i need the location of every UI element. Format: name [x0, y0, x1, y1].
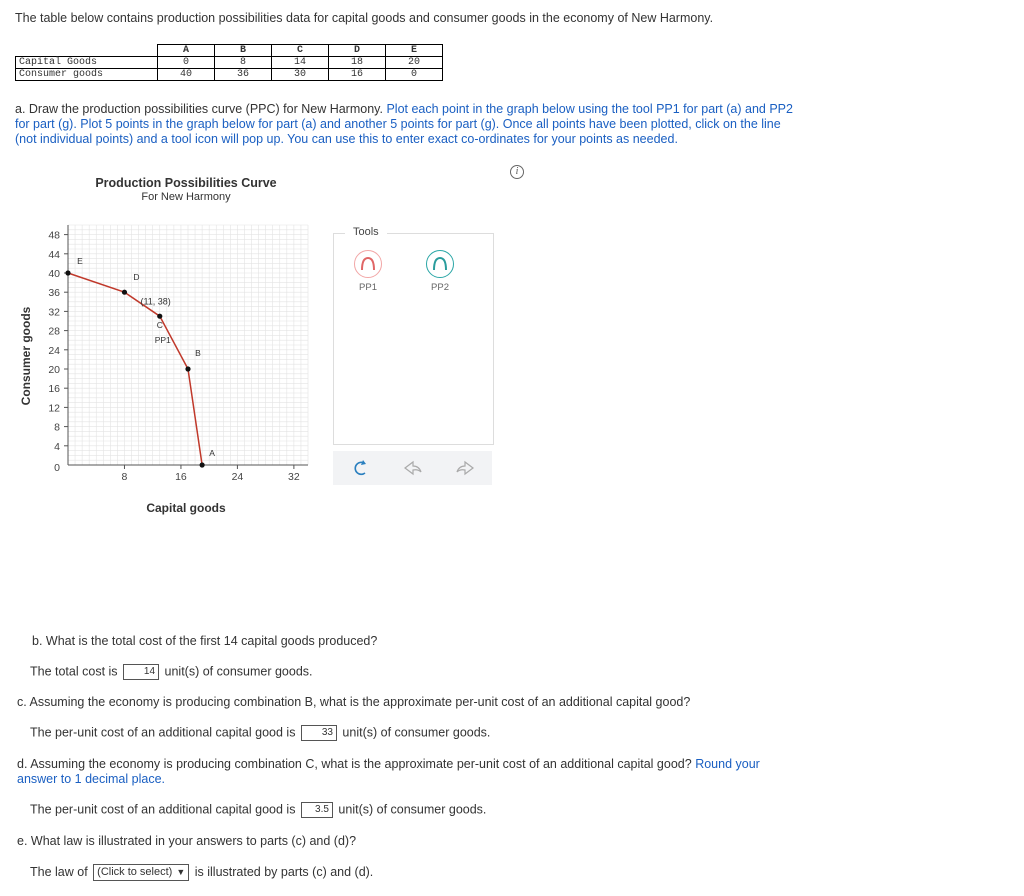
law-select[interactable] — [93, 864, 189, 881]
y-tick-label: 32 — [48, 306, 60, 319]
tool-pp2[interactable] — [420, 250, 460, 293]
table-cell: 14 — [272, 57, 329, 69]
table-cell: 8 — [215, 57, 272, 69]
part-d-round-note: Round your answer to 1 decimal place. — [17, 757, 760, 786]
point-label-e: E — [77, 256, 83, 266]
point-e — [65, 270, 70, 275]
part-d-answer-line — [30, 802, 486, 818]
part-c-answer-input[interactable]: 33 — [301, 725, 337, 741]
part-b-answer-input[interactable]: 14 — [123, 664, 159, 680]
table-cell: 40 — [158, 69, 215, 81]
table-cell: 18 — [329, 57, 386, 69]
y-tick-label: 44 — [48, 248, 60, 261]
chart-title: Production Possibilities Curve — [95, 176, 277, 190]
row-label: Capital Goods — [16, 57, 158, 69]
part-d-prefix: The per-unit cost of an additional capital good is — [30, 802, 296, 817]
x-tick-label: 16 — [175, 471, 187, 483]
tools-title: Tools — [345, 226, 387, 238]
coordinate-annotation: (11, 38) — [140, 296, 171, 307]
ppc-chart[interactable] — [0, 170, 330, 530]
info-icon[interactable]: i — [510, 165, 524, 179]
column-header: A — [158, 45, 215, 57]
y-tick-label: 16 — [48, 383, 60, 396]
column-header: E — [386, 45, 443, 57]
part-c-suffix: unit(s) of consumer goods. — [342, 725, 491, 740]
x-axis-label: Capital goods — [146, 501, 226, 515]
y-axis-label: Consumer goods — [19, 306, 33, 406]
undo-icon[interactable] — [405, 462, 421, 474]
y-tick-label: 48 — [48, 229, 60, 242]
point-label-c: C — [156, 320, 163, 331]
table-cell: 0 — [386, 69, 443, 81]
table-cell: 0 — [158, 57, 215, 69]
part-d-suffix: unit(s) of consumer goods. — [338, 802, 487, 817]
part-c-question: c. Assuming the economy is producing combination B, what is the approximate per-unit cost of an additional capital good? — [17, 695, 691, 709]
table-cell: 36 — [215, 69, 272, 81]
series-label: PP1 — [154, 335, 171, 346]
production-table — [15, 44, 443, 81]
column-header: B — [215, 45, 272, 57]
point-label-a: A — [209, 448, 215, 458]
point-label-b: B — [195, 348, 201, 358]
part-e-answer-line — [30, 864, 373, 881]
part-d-question: d. Assuming the economy is producing combination C, what is the approximate per-unit cost of an additional capital good? — [17, 757, 692, 771]
point-label-d: D — [133, 272, 140, 283]
tool-action-bar — [333, 451, 492, 485]
y-tick-label: 28 — [48, 325, 60, 338]
column-header: C — [272, 45, 329, 57]
part-a-instructions: Plot each point in the graph below using the tool PP1 for part (a) and PP2 for part (g). Plot 5 points in the graph below for part (a) and another 5 points for part (g). Once all points have been plotted, click on the line (not individual points) and a tool icon will pop up. You can use this to enter exact co-ordinates for your points as needed. — [15, 102, 793, 146]
point-c — [157, 314, 162, 319]
point-a — [200, 462, 205, 467]
part-b-suffix: unit(s) of consumer goods. — [164, 664, 313, 679]
x-tick-labels — [122, 465, 300, 483]
part-a-lead: a. Draw the production possibilities curve (PPC) for New Harmony. — [15, 102, 383, 116]
part-e-prefix: The law of — [30, 864, 88, 879]
chart-annotations — [140, 297, 170, 307]
row-label: Consumer goods — [16, 69, 158, 81]
pp2-icon — [426, 250, 454, 278]
point-d — [122, 290, 127, 295]
part-a-text — [15, 102, 805, 147]
tool-pp2-label: PP2 — [431, 282, 449, 293]
part-d-answer-input[interactable]: 3.5 — [301, 802, 333, 818]
tool-pp1[interactable] — [348, 250, 388, 293]
y-tick-label: 8 — [54, 421, 60, 434]
intro-text: The table below contains production possibilities data for capital goods and consumer goods in the economy of New Harmony. — [15, 11, 714, 25]
pp1-icon — [354, 250, 382, 278]
y-tick-label: 12 — [48, 402, 60, 415]
chevron-down-icon: ▼ — [176, 867, 186, 877]
part-b-prefix: The total cost is — [30, 664, 118, 679]
part-e-question: e. What law is illustrated in your answers to parts (c) and (d)? — [17, 834, 357, 848]
part-d-question-wrap — [17, 757, 797, 787]
part-c-prefix: The per-unit cost of an additional capital good is — [30, 725, 296, 740]
chart-subtitle: For New Harmony — [141, 191, 231, 203]
y-tick-labels — [48, 230, 68, 474]
part-b-answer-line — [30, 664, 313, 680]
table-row — [16, 57, 443, 69]
reset-icon[interactable] — [355, 460, 366, 474]
x-tick-label: 32 — [288, 471, 300, 483]
table-cell: 30 — [272, 69, 329, 81]
y-tick-label: 4 — [54, 440, 60, 453]
x-tick-label: 24 — [231, 471, 244, 483]
y-tick-label: 36 — [48, 287, 60, 300]
part-b-question: b. What is the total cost of the first 14 capital goods produced? — [32, 634, 378, 648]
y-tick-label: 40 — [48, 268, 60, 280]
table-header-row — [16, 45, 443, 57]
y-tick-label: 24 — [48, 344, 60, 357]
y-tick-label: 20 — [48, 364, 60, 376]
tools-panel — [333, 233, 494, 445]
point-b — [185, 366, 190, 371]
table-row — [16, 69, 443, 81]
part-e-suffix: is illustrated by parts (c) and (d). — [194, 864, 374, 879]
table-cell: 20 — [386, 57, 443, 69]
chart-grid — [68, 225, 308, 465]
part-c-answer-line — [30, 725, 490, 741]
redo-icon[interactable] — [457, 462, 473, 474]
law-select-value: (Click to select) — [97, 866, 173, 878]
x-tick-label: 8 — [121, 471, 128, 483]
table-corner — [16, 45, 158, 57]
column-header: D — [329, 45, 386, 57]
tool-pp1-label: PP1 — [359, 282, 377, 293]
table-cell: 16 — [329, 69, 386, 81]
chart-series[interactable] — [65, 256, 215, 468]
origin-label: 0 — [54, 462, 60, 474]
